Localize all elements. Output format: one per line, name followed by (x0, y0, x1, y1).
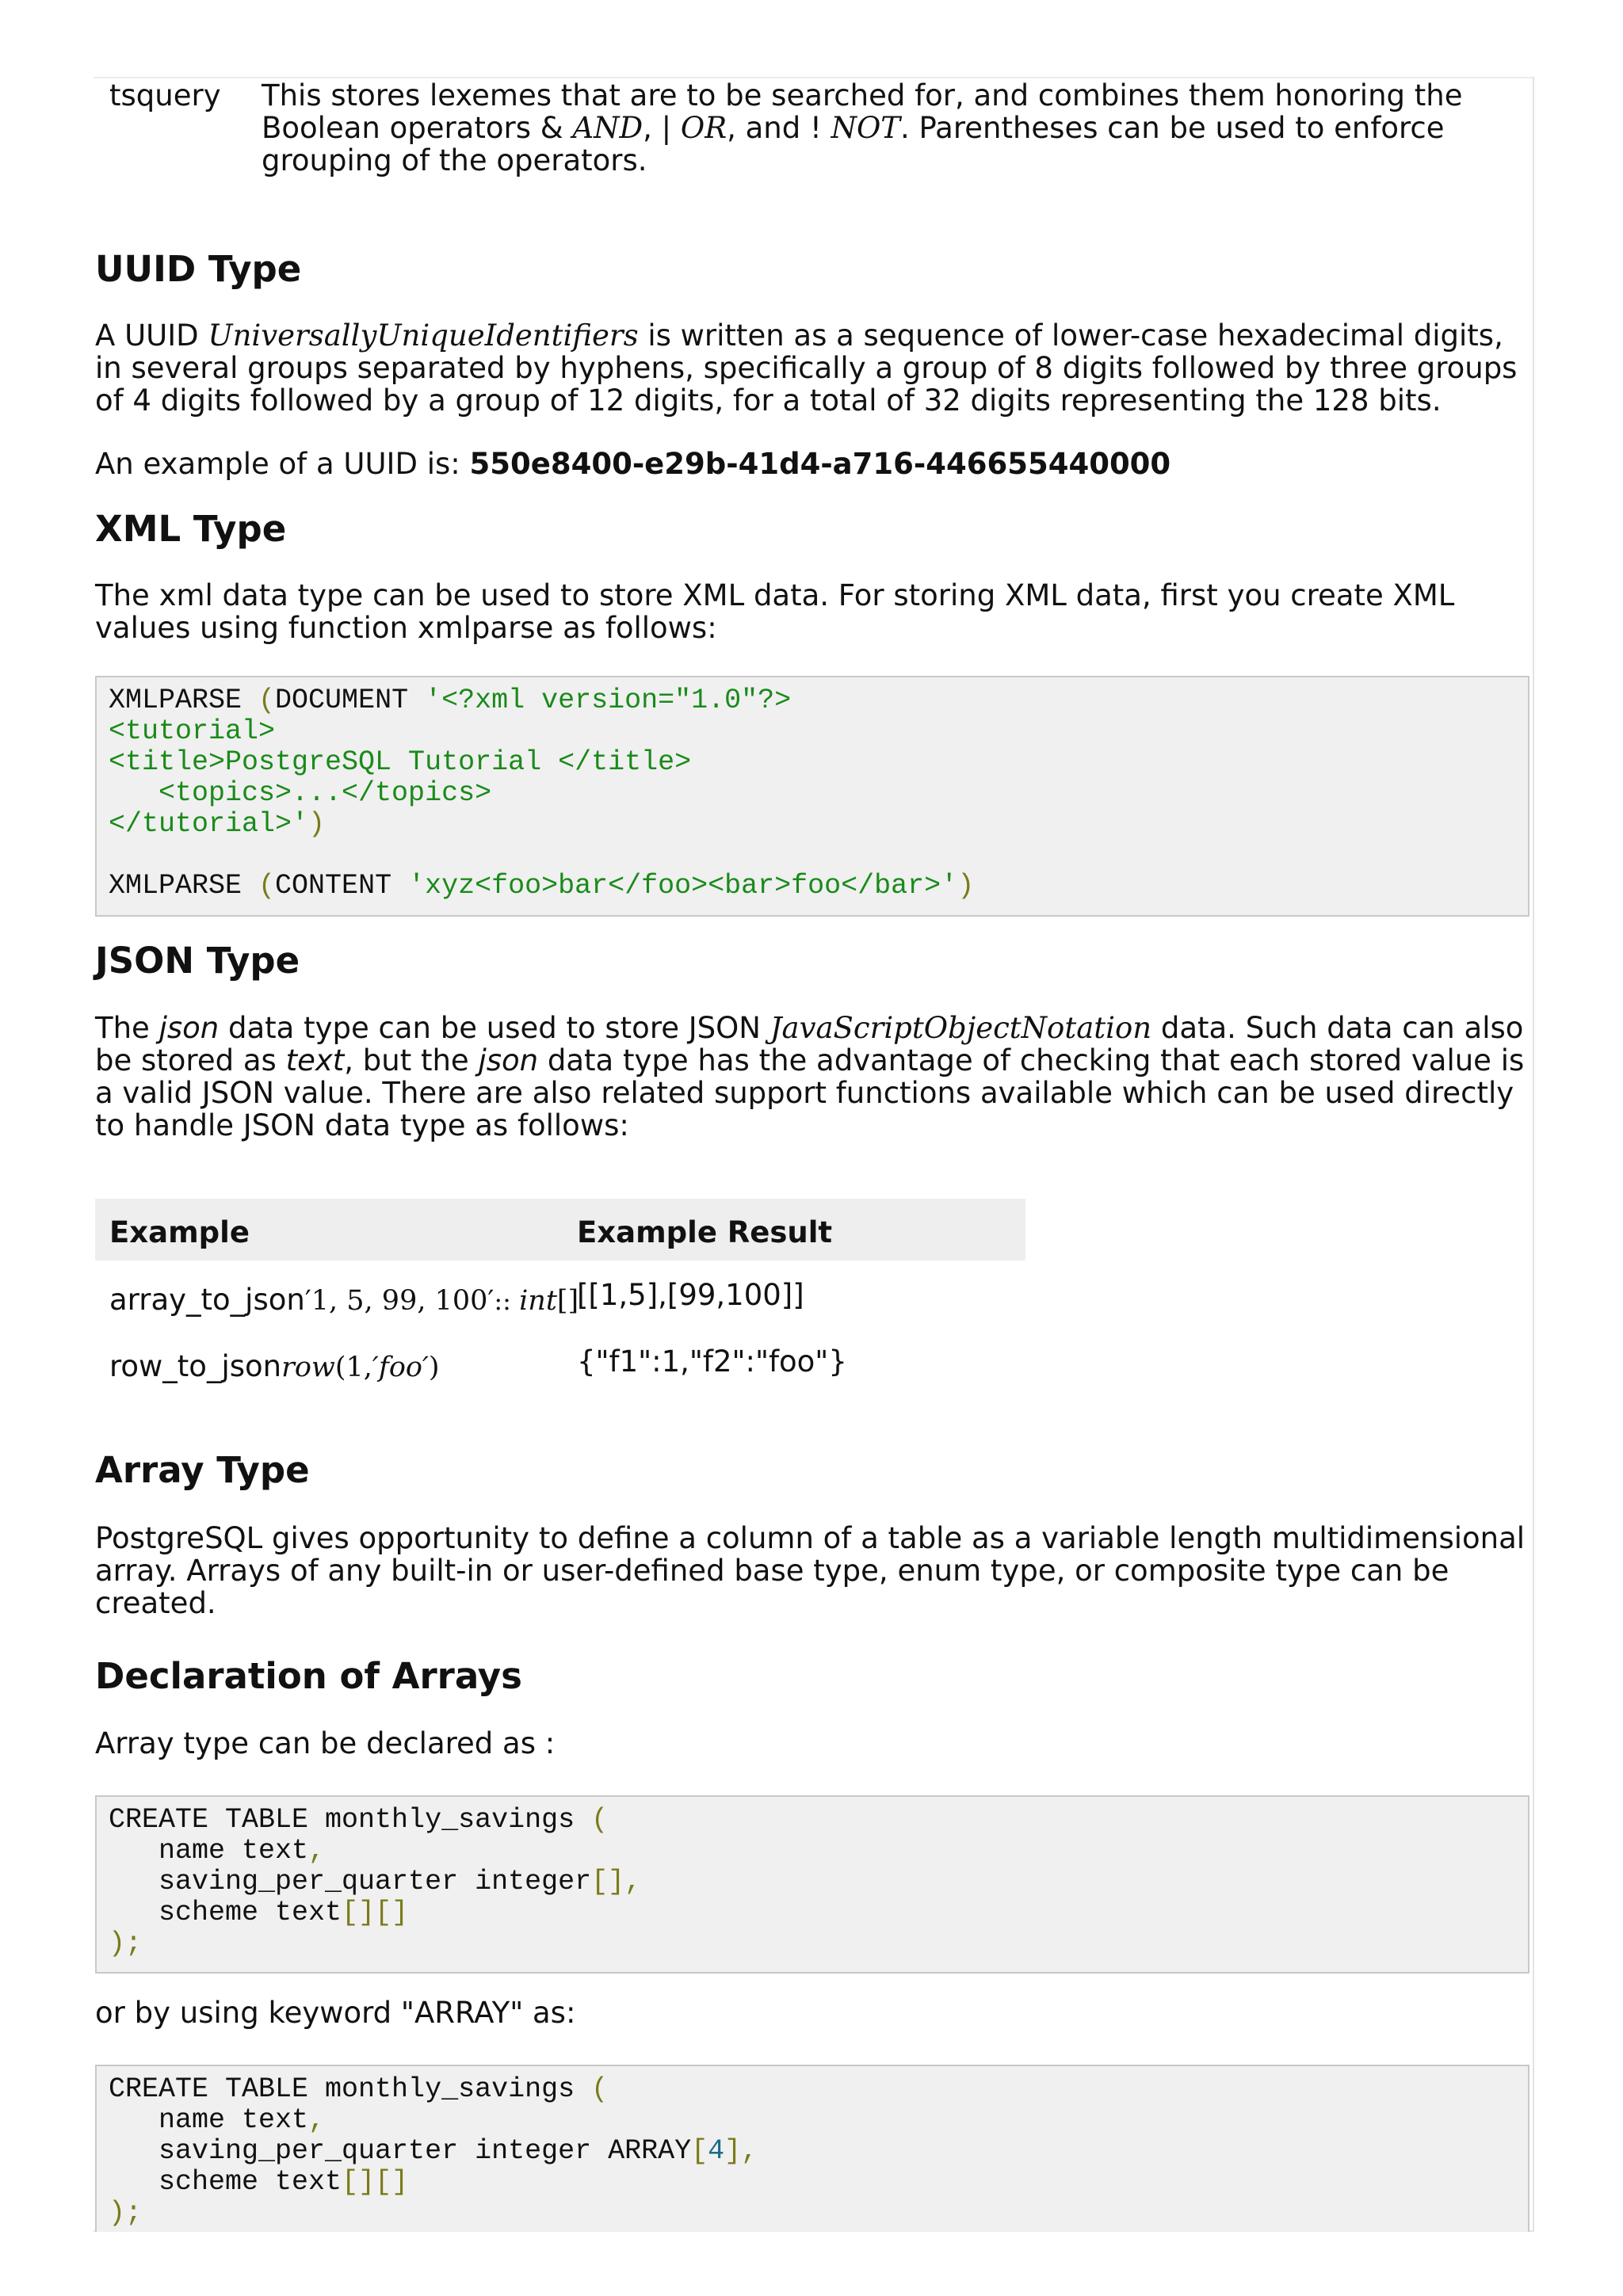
json-table-row1-result: [[1,5],[99,100]] (577, 1278, 804, 1312)
json-table-row2-example: row_to_jsonrow(1,′foo′) (109, 1349, 440, 1383)
uuid-paragraph: A UUID UniversallyUniqueIdentifiers is written as a sequence of lower-case hexadecimal digits, in several groups separated by hyphens, specifically a group of 8 digits followed by three groups of 4 digits followed by a group of 12 digits, for a total of 32 digits representing the 128 bits. (95, 318, 1518, 418)
json-heading: JSON Type (95, 940, 300, 982)
tsquery-description: This stores lexemes that are to be searched for, and combines them honoring the Boolean operators & AND, | OR, and ! NOT. Parentheses can be used to enforce grouping of the operators. (262, 78, 1463, 177)
array-paragraph: PostgreSQL gives opportunity to define a column of a table as a variable length multidimensional array. Arrays of any built-in or user-defined base type, enum type, or composite type can be created. (95, 1521, 1526, 1620)
xml-heading: XML Type (95, 508, 287, 550)
create-table-code-block: CREATE TABLE monthly_savings ( name text, saving_per_quarter integer[], scheme text[][] ); (95, 1795, 1529, 1974)
xml-code-block: XMLPARSE (DOCUMENT '<?xml version="1.0"?> <tutorial> <title>PostgreSQL Tutorial </title> <topics>...</topics> </tutorial>') XMLPARSE (CONTENT 'xyz<foo>bar</foo><bar>foo</bar>') (95, 676, 1529, 917)
json-paragraph: The json data type can be used to store JSON JavaScriptObjectNotation data. Such data can also be stored as text, but the json data type has the advantage of checking that each stored value is a valid JSON value. There are also related support functions available which can be used directly to handle JSON data type as follows: (95, 1011, 1525, 1142)
json-table-col-example: Example (109, 1215, 250, 1249)
tsquery-term: tsquery (109, 78, 221, 113)
uuid-example: An example of a UUID is: 550e8400-e29b-41d4-a716-446655440000 (95, 447, 1171, 481)
json-table-row2-result: {"f1":1,"f2":"foo"} (577, 1344, 847, 1379)
create-table-array-code-block: CREATE TABLE monthly_savings ( name text, saving_per_quarter integer ARRAY[4], scheme text[][] ); (95, 2065, 1529, 2232)
or-array-keyword-text: or by using keyword "ARRAY" as: (95, 1996, 576, 2030)
uuid-heading: UUID Type (95, 248, 302, 290)
uuid-example-value: 550e8400-e29b-41d4-a716-446655440000 (469, 447, 1171, 481)
declaration-intro: Array type can be declared as : (95, 1726, 556, 1760)
xml-paragraph: The xml data type can be used to store XML data. For storing XML data, first you create XML values using function xmlparse as follows: (95, 578, 1455, 645)
declaration-heading: Declaration of Arrays (95, 1655, 522, 1697)
json-table-col-result: Example Result (577, 1215, 833, 1249)
array-heading: Array Type (95, 1449, 310, 1491)
json-table-row1-example: array_to_json′1, 5, 99, 100′:: int[] (109, 1283, 579, 1317)
